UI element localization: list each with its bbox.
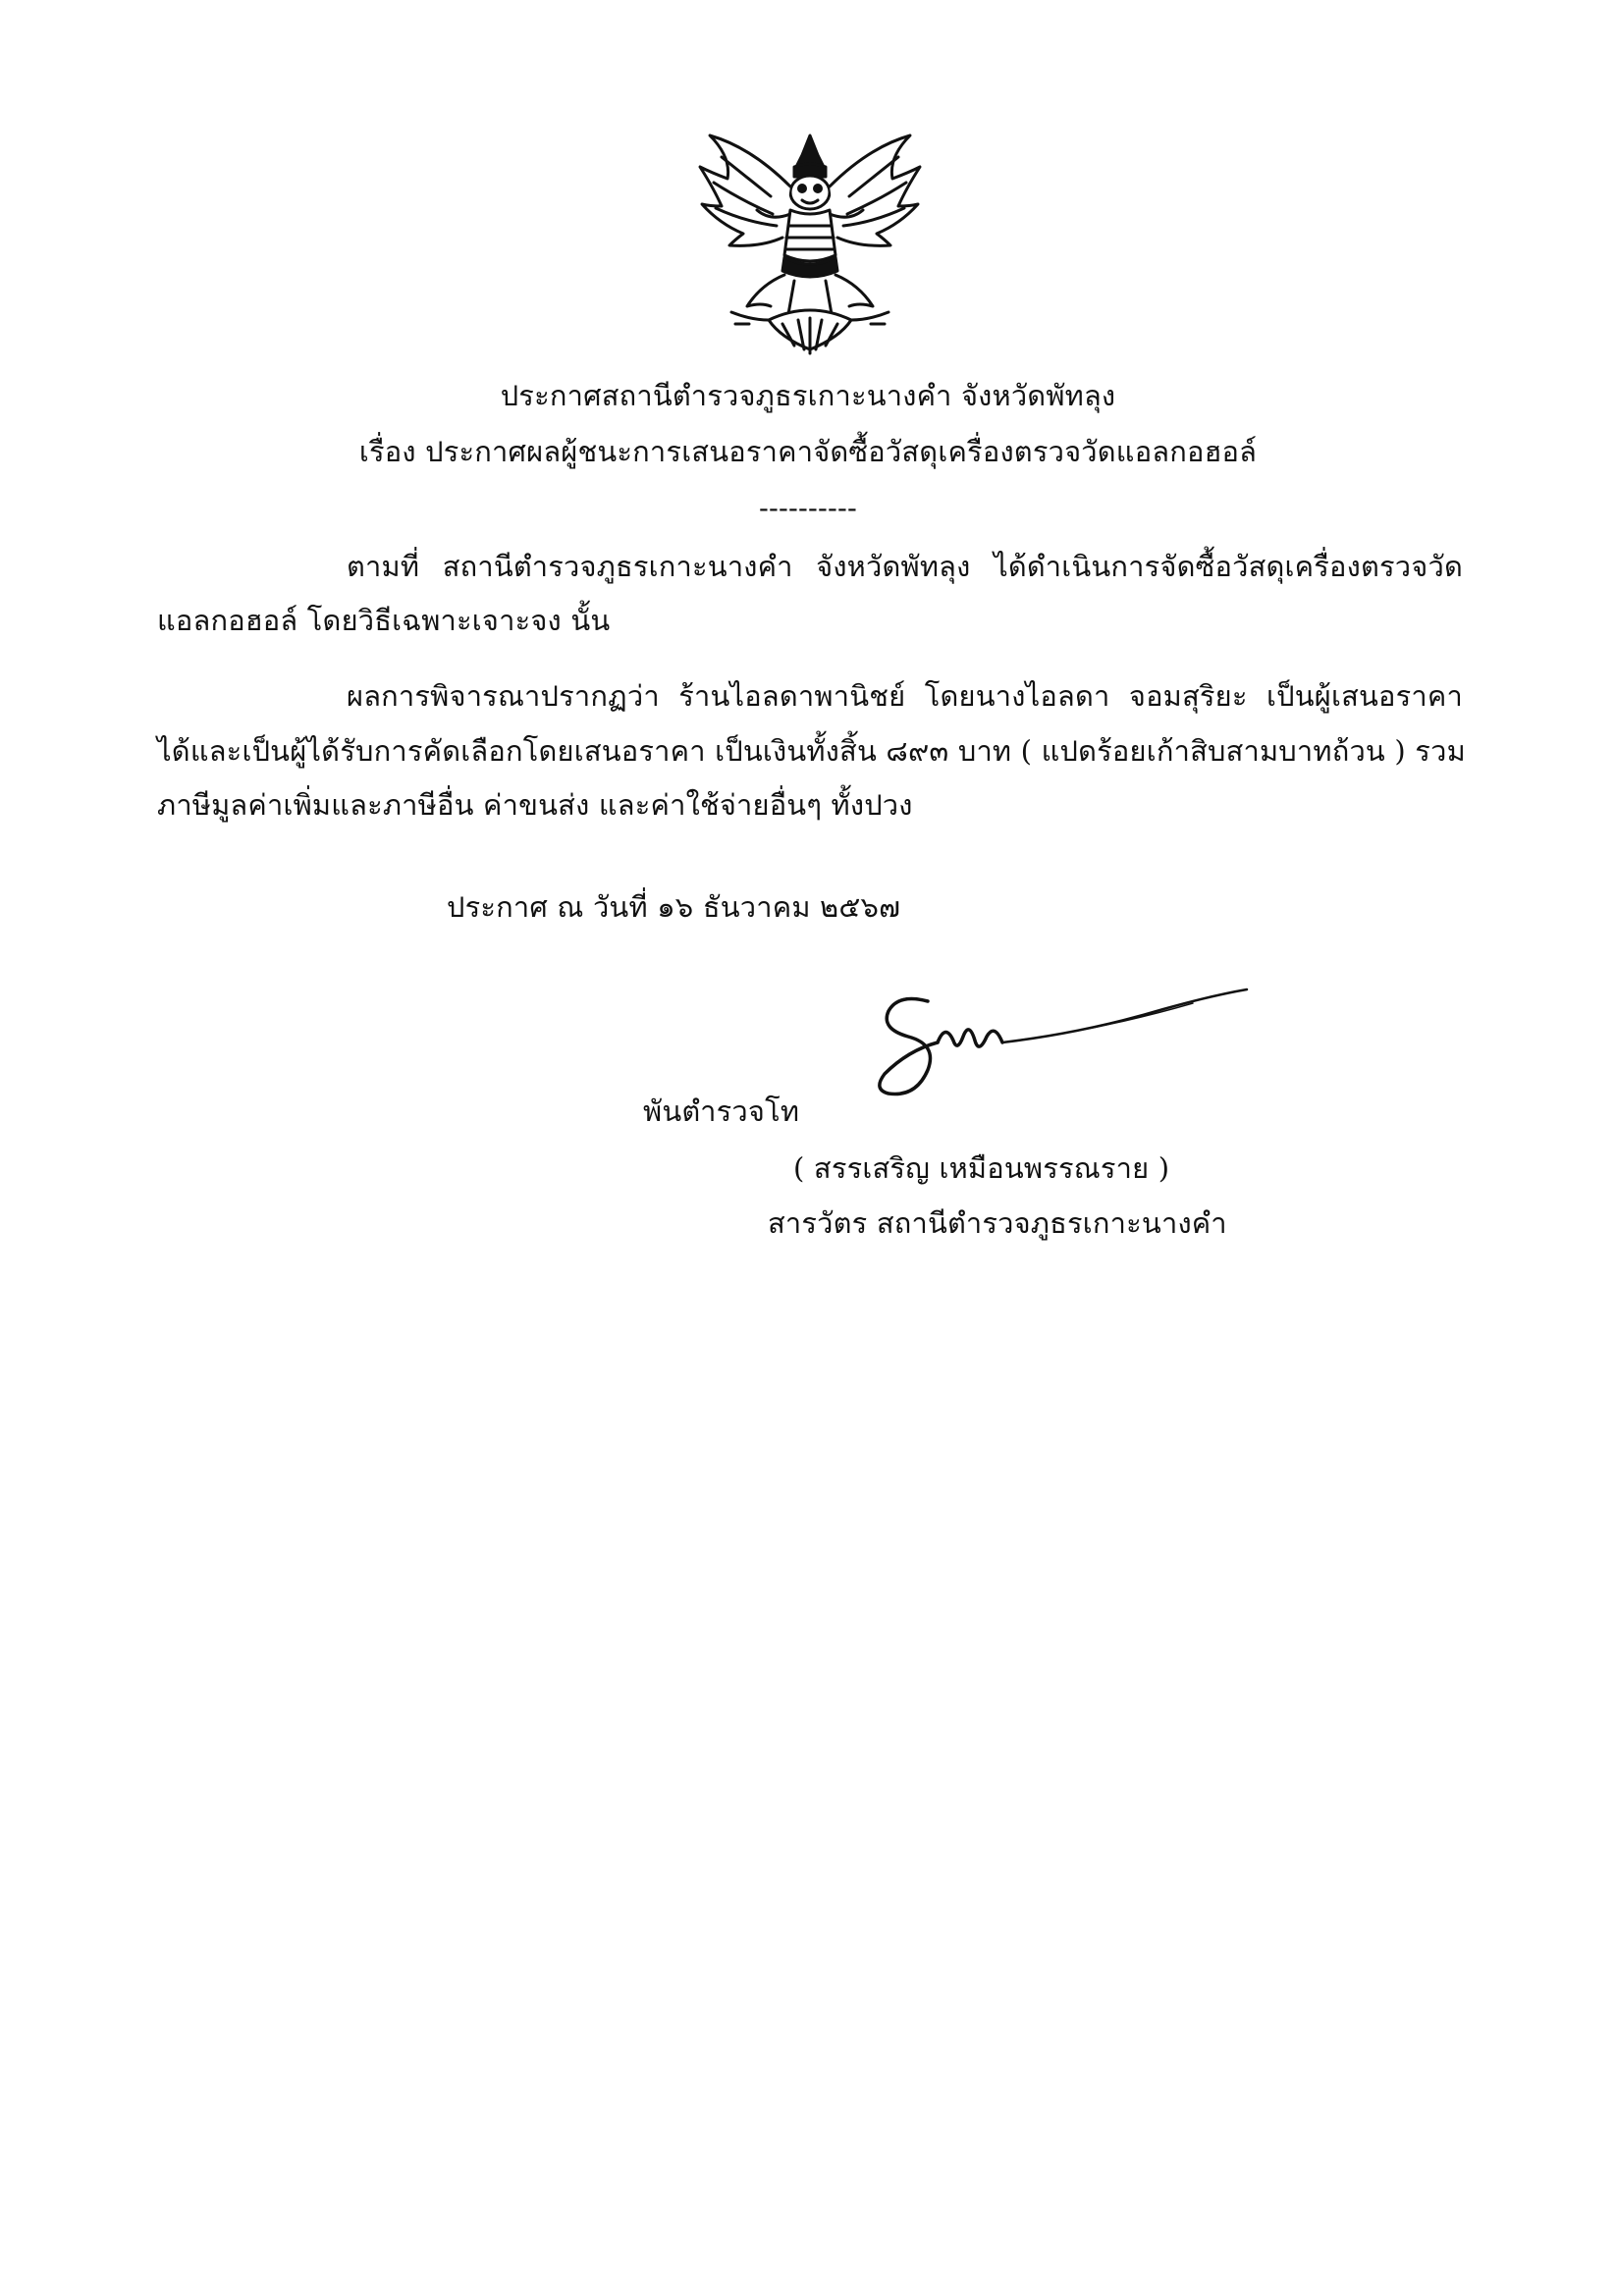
paragraph2-line1: ผลการพิจารณาปรากฏว่า ร้านไอลดาพานิชย์ โดยนางไอลดา จอมสุริยะ เป็นผู้เสนอราคา: [347, 679, 1463, 713]
paragraph1-line1: ตามที่ สถานีตำรวจภูธรเกาะนางคำ จังหวัดพัทลุง ได้ดำเนินการจัดซื้อวัสดุเครื่องตรวจวัด: [347, 550, 1463, 583]
announcement-subject: เรื่อง ประกาศผลผู้ชนะการเสนอราคาจัดซื้อวัสดุเครื่องตรวจวัดแอลกอฮอล์: [358, 435, 1258, 468]
signatory-position: สารวัตร สถานีตำรวจภูธรเกาะนางคำ: [768, 1206, 1227, 1240]
paragraph2-line2: ได้และเป็นผู้ได้รับการคัดเลือกโดยเสนอราคา เป็นเงินทั้งสิ้น ๘๙๓ บาท ( แปดร้อยเก้าสิบสามบาทถ้วน ) รวม: [157, 734, 1466, 768]
garuda-emblem-icon: [692, 128, 928, 368]
signatory-rank: พันตำรวจโท: [643, 1095, 800, 1128]
header-separator: ----------: [759, 491, 857, 524]
signatory-name: ( สรรเสริญ เหมือนพรรณราย ): [793, 1151, 1170, 1185]
paragraph1-line2: แอลกอฮอล์ โดยวิธีเฉพาะเจาะจง นั้น: [157, 604, 611, 637]
announcement-date: ประกาศ ณ วันที่ ๑๖ ธันวาคม ๒๕๖๗: [447, 890, 901, 924]
paragraph2-line3: ภาษีมูลค่าเพิ่มและภาษีอื่น ค่าขนส่ง และค่าใช้จ่ายอื่นๆ ทั้งปวง: [157, 788, 913, 822]
signature-image: [869, 972, 1252, 1119]
announcement-title: ประกาศสถานีตำรวจภูธรเกาะนางคำ จังหวัดพัทลุง: [500, 379, 1116, 412]
